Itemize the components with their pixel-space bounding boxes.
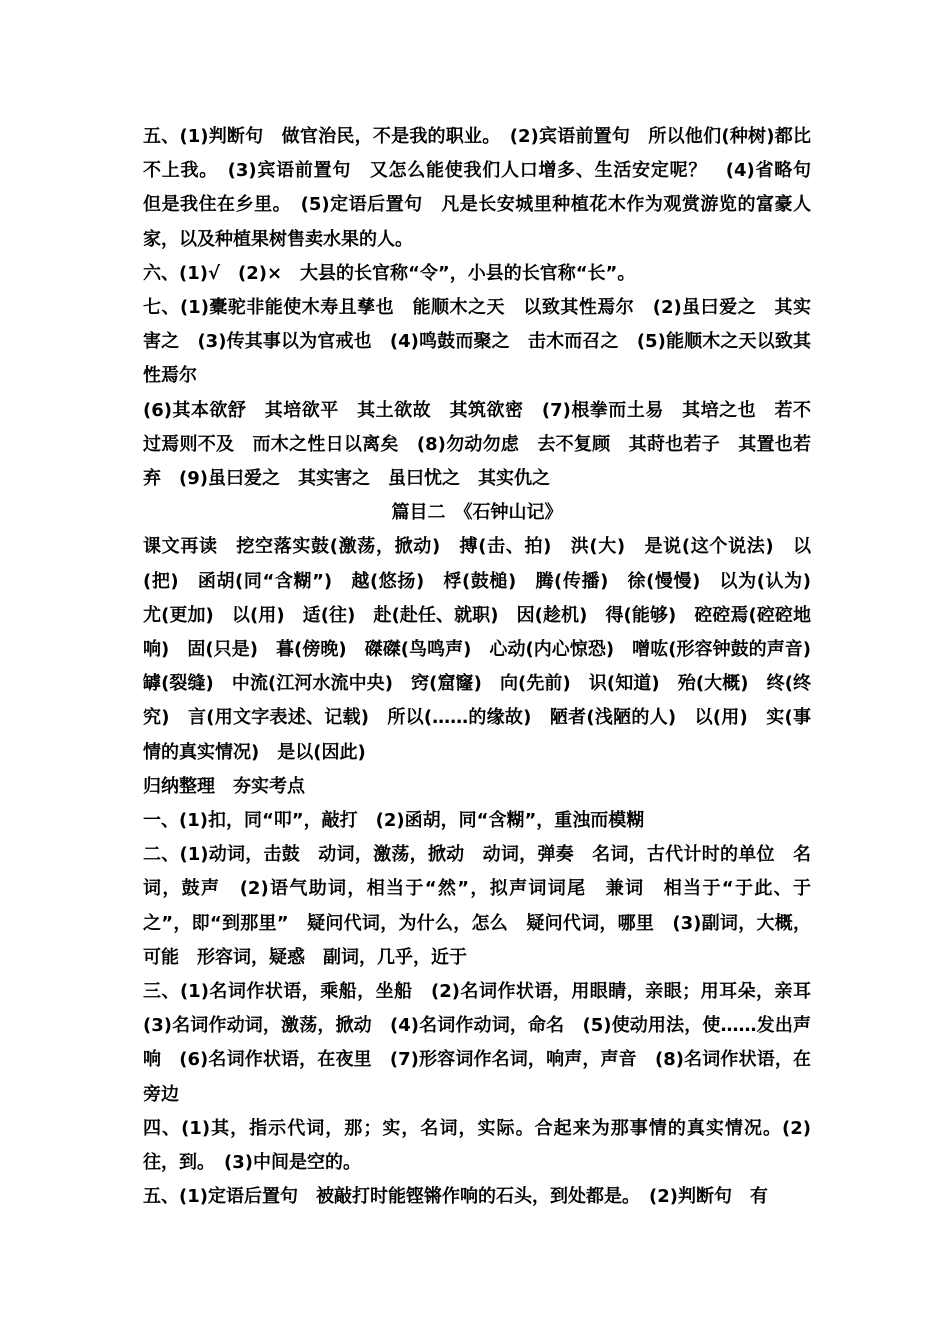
section-title: 篇目二 《石钟山记》 <box>391 502 563 524</box>
summary-three: 三、(1)名词作状语，乘船，坐船 (2)名词作状语，用眼睛，亲眼；用耳朵，亲耳 (3)名词作动词，激荡，掀动 (4)名词作动词，命名 (5)使动用法，使……发出声响 (6)名词作状语，在夜里 (7)形容词作名词，响声，声音 (8)名词作状语，在旁边 <box>143 981 829 1105</box>
summary-five: 五、(1)定语后置句 被敲打时能铿锵作响的石头，到处都是。 (2)判断句 有 <box>143 1186 768 1208</box>
summary-two: 二、(1)动词，击鼓 动词，激荡，掀动 动词，弹奏 名词，古代计时的单位 名词，鼓声 (2)语气助词，相当于“然”，拟声词词尾 兼词 相当于“于此、于之”，即“到那里” 疑问代词，为什么，怎么 疑问代词，哪里 (3)副词，大概，可能 形容词，疑惑 副词，几乎，近于 <box>143 844 811 968</box>
answer-five: 五、(1)判断句 做官治民，不是我的职业。 (2)宾语前置句 所以他们(种树)都比不上我。 (3)宾语前置句 又怎么能使我们人口增多、生活安定呢？ (4)省略句 但是我住在乡里。 (5)定语后置句 凡是长安城里种植花木作为观赏游览的富豪人家，以及种植果树售卖水果的人。 <box>143 126 829 250</box>
reread-body: 鼓(激荡，掀动) 搏(击、拍) 洪(大) 是说(这个说法) 以(把) 函胡(同“含糊”) 越(悠扬) 桴(鼓槌) 腾(传播) 徐(慢慢) 以为(认为) 尤(更加) 以(用) 适(往) 赴(赴任、就职) 因(趁机) 得(能够) 硿硿焉(硿硿地响) 固(只是) 暮(傍晚) 磔磔(鸟鸣声) 心动(内心惊恐) 噌吰(形容钟鼓的声音) 罅(裂缝) 中流(江河水流中央) 窍(窟窿) 向(先前) 识(知道) 殆(大概) 终(终究) 言(用文字表述、记载) 所以(……的缘故) 陋者(浅陋的人) 以(用) 实(事情的真实情况) 是以(因此) <box>143 536 829 763</box>
reread-paragraph <box>143 530 829 769</box>
reread-heading: 课文再读 挖空落实 <box>143 536 312 558</box>
summary-one: 一、(1)扣，同“叩”，敲打 (2)函胡，同“含糊”，重浊而模糊 <box>143 810 645 832</box>
summary-heading: 归纳整理 夯实考点 <box>143 775 305 797</box>
summary-four: 四、(1)其，指示代词，那；实，名词，实际。合起来为那事情的真实情况。(2)往，到。 (3)中间是空的。 <box>143 1117 811 1174</box>
answer-page <box>143 120 829 1215</box>
answer-seven-continued: (6)其本欲舒 其培欲平 其土欲故 其筑欲密 (7)根拳而土易 其培之也 若不过焉则不及 而木之性日以离矣 (8)勿动勿虑 去不复顾 其莳也若子 其置也若弃 (9)虽曰爱之 其实害之 虽曰忧之 其实仇之 <box>143 399 811 490</box>
answer-six: 六、(1)√ (2)× 大县的长官称“令”，小县的长官称“长”。 <box>143 262 636 284</box>
answer-seven: 七、(1)橐驼非能使木寿且孳也 能顺木之天 以致其性焉尔 (2)虽曰爱之 其实害之 (3)传其事以为官戒也 (4)鸣鼓而聚之 击木而召之 (5)能顺木之天以致其性焉尔 <box>143 297 811 387</box>
